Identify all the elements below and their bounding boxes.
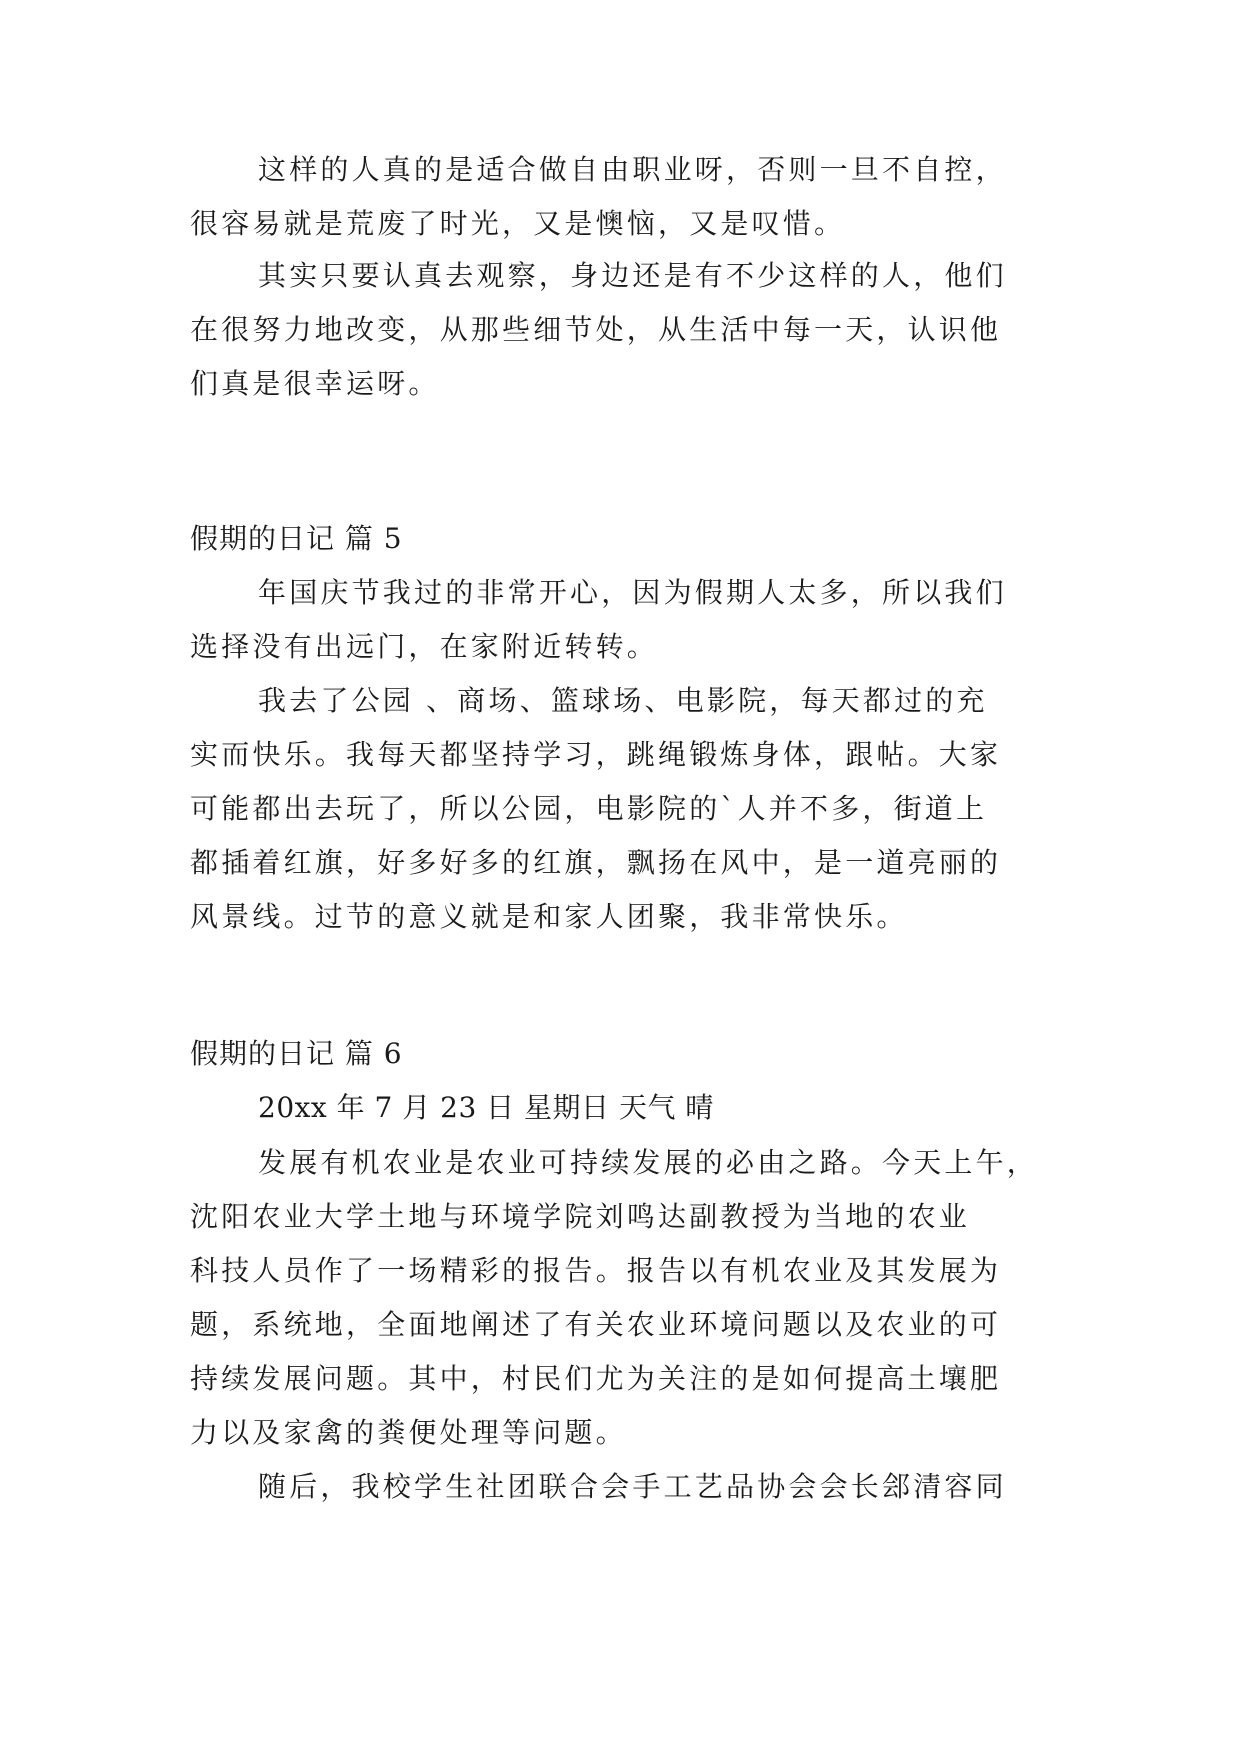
- paragraph-line: 科技人员作了一场精彩的报告。报告以有机农业及其发展为: [190, 1254, 1002, 1287]
- paragraph-line: 沈阳农业大学土地与环境学院刘鸣达副教授为当地的农业: [190, 1200, 971, 1233]
- section-heading: 假期的日记 篇 6: [190, 1037, 403, 1070]
- paragraph-line: 发展有机农业是农业可持续发展的必由之路。今天上午，: [258, 1146, 1039, 1179]
- paragraph-line: 风景线。过节的意义就是和家人团聚，我非常快乐。: [190, 900, 908, 933]
- paragraph-line: 们真是很幸运呀。: [190, 367, 440, 400]
- paragraph-line: 我去了公园 、商场、篮球场、电影院，每天都过的充: [258, 684, 988, 717]
- paragraph-line: 年国庆节我过的非常开心，因为假期人太多，所以我们: [258, 576, 1007, 609]
- paragraph-line: 都插着红旗，好多好多的红旗，飘扬在风中，是一道亮丽的: [190, 846, 1002, 879]
- paragraph-line: 题，系统地，全面地阐述了有关农业环境问题以及农业的可: [190, 1308, 1002, 1341]
- paragraph-line: 持续发展问题。其中，村民们尤为关注的是如何提高土壤肥: [190, 1362, 1002, 1395]
- paragraph-line: 实而快乐。我每天都坚持学习，跳绳锻炼身体，跟帖。大家: [190, 738, 1002, 771]
- paragraph-line: 力以及家禽的粪便处理等问题。: [190, 1416, 627, 1449]
- paragraph-line: 其实只要认真去观察，身边还是有不少这样的人，他们: [258, 259, 1007, 292]
- paragraph-line: 可能都出去玩了，所以公园，电影院的`人并不多，街道上: [190, 792, 988, 825]
- paragraph-line: 很容易就是荒废了时光，又是懊恼，又是叹惜。: [190, 207, 846, 240]
- paragraph-line: 这样的人真的是适合做自由职业呀，否则一旦不自控，: [258, 153, 1007, 186]
- diary-date-line: 20xx 年 7 月 23 日 星期日 天气 晴: [258, 1091, 714, 1124]
- paragraph-line: 选择没有出远门，在家附近转转。: [190, 630, 659, 663]
- paragraph-line: 在很努力地改变，从那些细节处，从生活中每一天，认识他: [190, 313, 1002, 346]
- paragraph-line: 随后，我校学生社团联合会手工艺品协会会长郐清容同: [258, 1470, 1007, 1503]
- section-heading: 假期的日记 篇 5: [190, 522, 403, 555]
